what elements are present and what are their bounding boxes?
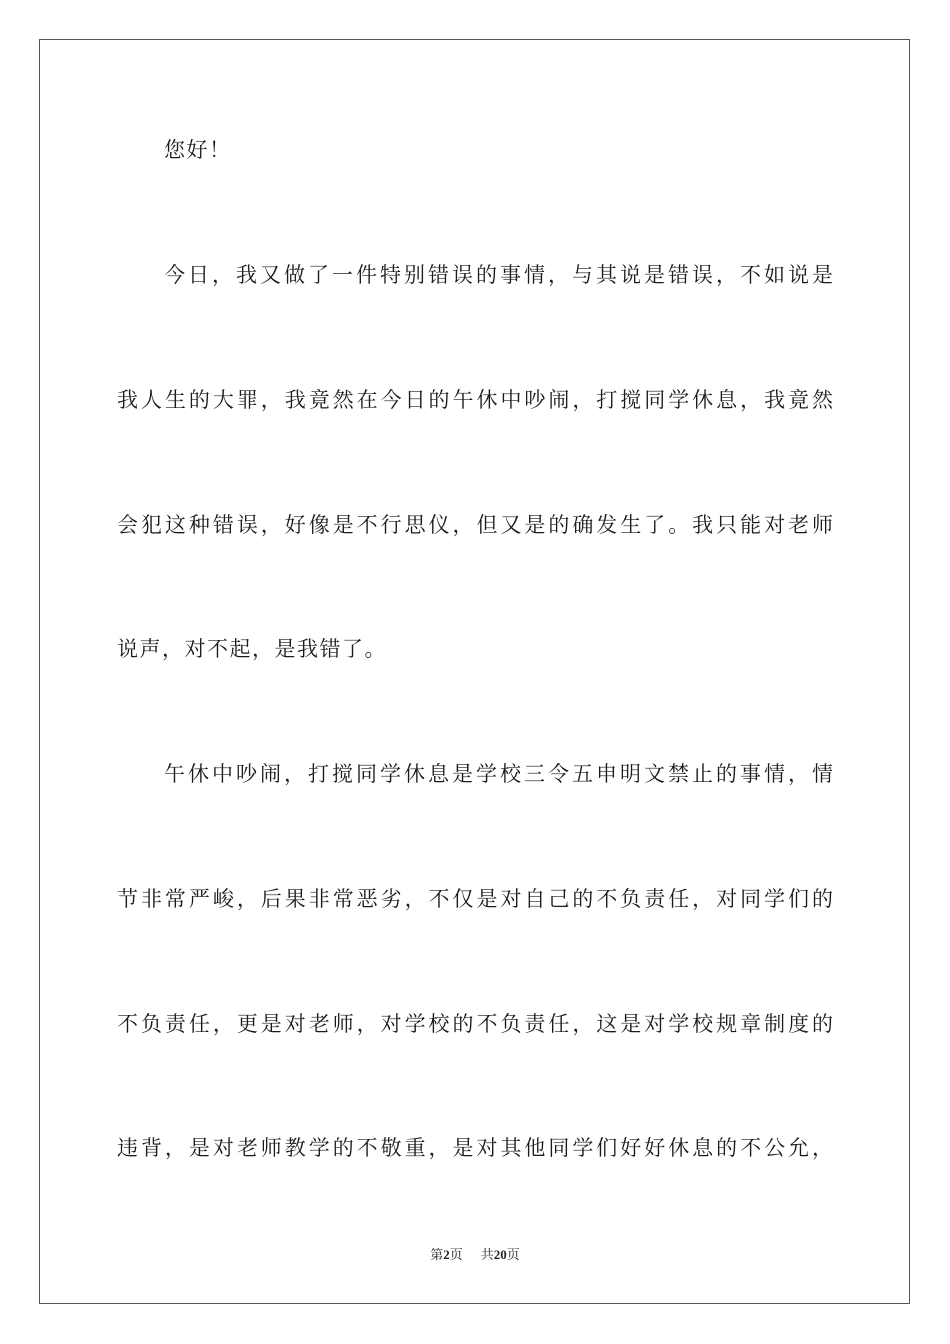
paragraph-2-line-4: 违背，是对老师教学的不敬重，是对其他同学们好好休息的不公允， [117,1136,833,1160]
paragraph-1-line-1: 今日，我又做了一件特别错误的事情，与其说是错误，不如说是 [164,263,833,287]
paragraph-1-line-4: 说声，对不起，是我错了。 [117,637,387,661]
total-pages: 20 [493,1247,507,1262]
paragraph-2-line-2: 节非常严峻，后果非常恶劣，不仅是对自己的不负责任，对同学们的 [117,887,833,911]
page-footer [0,1246,950,1264]
paragraph-2-line-3: 不负责任，更是对老师，对学校的不负责任，这是对学校规章制度的 [117,1012,833,1036]
page-number: 2 [443,1247,450,1262]
paragraph-1-line-2: 我人生的大罪，我竟然在今日的午休中吵闹，打搅同学休息，我竟然 [117,388,833,412]
paragraph-2-line-1: 午休中吵闹，打搅同学休息是学校三令五申明文禁止的事情，情 [164,762,833,786]
page-prefix: 第 [430,1247,444,1262]
page-suffix: 页 [449,1247,463,1262]
total-prefix: 共 [480,1247,494,1262]
page-frame [39,39,910,1304]
paragraph-1-line-3: 会犯这种错误，好像是不行思仪，但又是的确发生了。我只能对老师 [117,513,833,537]
greeting: 您好！ [164,138,232,162]
total-suffix: 页 [506,1247,520,1262]
